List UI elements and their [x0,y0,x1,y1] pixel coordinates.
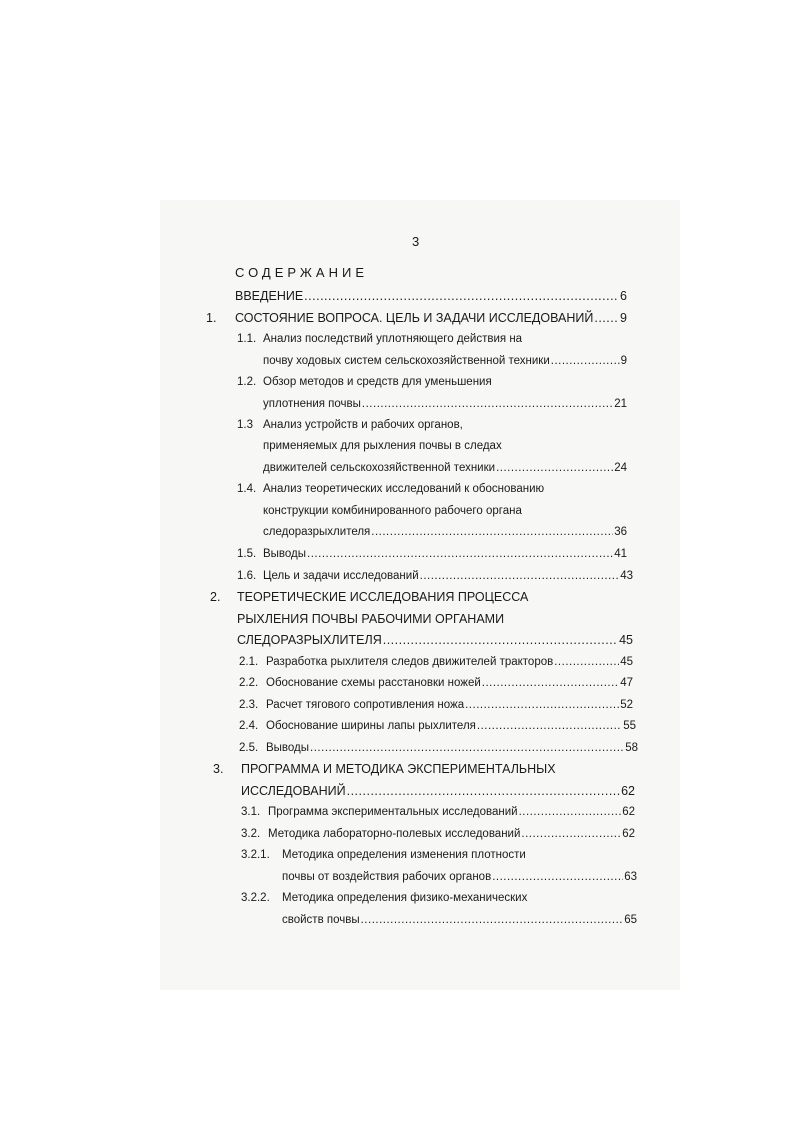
leader-dots [477,717,622,735]
toc-entry-title: ТЕОРЕТИЧЕСКИЕ ИССЛЕДОВАНИЯ ПРОЦЕССА [237,590,529,604]
toc-entry-title: Программа экспериментальных исследований [268,806,518,818]
toc-entry-title-cont: следоразрыхлителя [263,526,371,538]
toc-entry-page: 45 [619,633,633,647]
leader-dots [482,674,619,692]
leader-dots [465,696,619,714]
toc-entry-page: 41 [614,548,627,560]
toc-entry-number: 3.2. [241,828,261,840]
toc-entry-section-1-3 [263,459,627,477]
leader-dots [361,911,624,929]
leader-dots [594,309,619,327]
toc-entry-number: 1. [206,311,217,325]
leader-dots [420,567,620,585]
toc-entry-section-2-5 [266,739,638,757]
leader-dots [496,459,613,477]
toc-entry-number: 2.3. [239,699,259,711]
toc-entry-section-1-4 [263,523,627,541]
toc-entry-number: 2.2. [239,677,259,689]
toc-entry-title: СОСТОЯНИЕ ВОПРОСА. ЦЕЛЬ И ЗАДАЧИ ИССЛЕДОВАНИЙ [235,311,594,325]
toc-entry-page: 6 [620,289,627,303]
leader-dots [310,739,624,757]
toc-entry-page: 65 [624,914,637,926]
toc-entry-section-1-2 [263,395,627,413]
toc-entry-number: 1.2. [237,376,257,388]
toc-entry-title-cont: почву ходовых систем сельскохозяйственной техники [263,355,550,367]
toc-entry-title: Обоснование схемы расстановки ножей [266,677,481,689]
toc-entry-page: 63 [624,871,637,883]
toc-entry-page: 45 [620,656,633,668]
toc-entry-section-3-2-2 [282,911,637,929]
toc-entry-section-1-6 [263,567,633,585]
toc-entry-title-cont: конструкции комбинированного рабочего органа [263,505,522,517]
toc-entry-page: 62 [622,806,635,818]
leader-dots [551,352,620,370]
toc-entry-title-cont: ИССЛЕДОВАНИЙ [241,784,346,798]
toc-entry-page: 47 [620,677,633,689]
toc-entry-section-3-2-1 [282,868,637,886]
toc-entry-page: 9 [620,311,627,325]
toc-entry-chapter-1 [235,309,627,327]
leader-dots [383,631,618,649]
toc-entry-title-cont: РЫХЛЕНИЯ ПОЧВЫ РАБОЧИМИ ОРГАНАМИ [237,612,505,626]
toc-entry-title: Методика определения физико-механических [282,892,528,904]
toc-entry-chapter-3 [241,782,635,800]
toc-entry-title-cont: движителей сельскохозяйственной техники [263,462,496,474]
toc-entry-number: 2.1. [239,656,259,668]
leader-dots [362,395,613,413]
toc-entry-title-cont: почвы от воздействия рабочих органов [282,871,492,883]
toc-entry-number: 2. [210,590,221,604]
toc-entry-title: Анализ последствий уплотняющего действия на [263,333,523,345]
leader-dots [521,825,621,843]
toc-entry-number: 3. [213,762,224,776]
toc-entry-title: Обзор методов и средств для уменьшения [263,376,492,388]
toc-entry-title: Цель и задачи исследований [263,570,419,582]
toc-entry-number: 1.6. [237,570,257,582]
toc-entry-title: Методика лабораторно-полевых исследований [268,828,521,840]
leader-dots [554,653,619,671]
toc-entry-number: 2.4. [239,720,259,732]
toc-entry-title: Расчет тягового сопротивления ножа [266,699,465,711]
toc-entry-number: 1.5. [237,548,257,560]
toc-entry-page: 21 [614,398,627,410]
toc-heading: СОДЕРЖАНИЕ [235,265,369,280]
leader-dots [492,868,623,886]
toc-entry-title: Анализ устройств и рабочих органов, [263,419,463,431]
toc-entry-page: 58 [625,742,638,754]
leader-dots [371,523,613,541]
toc-entry-title: Выводы [263,548,307,560]
toc-entry-title: Выводы [266,742,310,754]
toc-entry-number: 1.4. [237,483,257,495]
toc-entry-title: ВВЕДЕНИЕ [235,289,304,303]
toc-entry-number: 1.3 [237,419,253,431]
toc-entry-section-3-2 [268,825,635,843]
toc-entry-page: 24 [614,462,627,474]
toc-entry-title: Обоснование ширины лапы рыхлителя [266,720,476,732]
toc-entry-title-cont: применяемых для рыхления почвы в следах [263,440,502,452]
toc-entry-page: 43 [620,570,633,582]
toc-entry-introduction [235,287,627,305]
leader-dots [519,803,622,821]
toc-entry-title: ПРОГРАММА И МЕТОДИКА ЭКСПЕРИМЕНТАЛЬНЫХ [241,762,556,776]
toc-entry-page: 9 [620,355,627,367]
toc-entry-number: 2.5. [239,742,259,754]
toc-entry-page: 36 [614,526,627,538]
toc-entry-section-2-3 [266,696,633,714]
toc-entry-page: 55 [623,720,636,732]
toc-entry-title: Методика определения изменения плотности [282,849,526,861]
leader-dots [304,287,619,305]
toc-entry-chapter-2 [237,631,633,649]
toc-entry-number: 3.1. [241,806,261,818]
toc-entry-number: 3.2.2. [241,892,270,904]
toc-entry-section-1-1 [263,352,627,370]
leader-dots [347,782,620,800]
toc-entry-page: 62 [622,828,635,840]
toc-entry-title: Анализ теоретических исследований к обоснованию [263,483,545,495]
toc-entry-section-2-1 [266,653,633,671]
toc-entry-section-2-4 [266,717,636,735]
toc-entry-title: Разработка рыхлителя следов движителей тракторов [266,656,554,668]
toc-entry-title-cont: свойств почвы [282,914,360,926]
page-number: 3 [412,234,420,249]
toc-entry-page: 52 [620,699,633,711]
toc-entry-section-3-1 [268,803,635,821]
toc-entry-number: 1.1. [237,333,257,345]
toc-entry-section-1-5 [263,545,627,563]
leader-dots [307,545,613,563]
toc-entry-page: 62 [621,784,635,798]
toc-entry-title-cont: уплотнения почвы [263,398,361,410]
toc-entry-title-cont: СЛЕДОРАЗРЫХЛИТЕЛЯ [237,633,382,647]
toc-entry-number: 3.2.1. [241,849,270,861]
toc-entry-section-2-2 [266,674,633,692]
